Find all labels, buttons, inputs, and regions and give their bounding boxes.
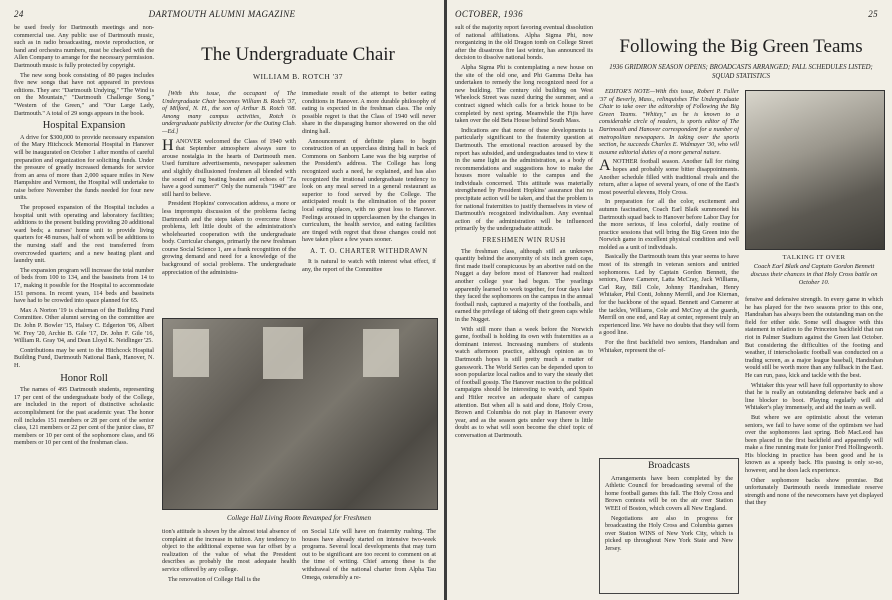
section-heading-honor-roll: Honor Roll: [60, 372, 108, 384]
running-head: DARTMOUTH ALUMNI MAGAZINE: [148, 9, 296, 19]
page-number: 25: [868, 9, 878, 19]
paragraph: immediate result of the attempt to better eating conditions in Hanover. A more durable philosophy of eating is expected in the freshman class. The only possible regret is that the Class of 1940 will never share in the disparaging humor showered on the old dining hall.: [302, 90, 436, 135]
paragraph: The names of 495 Dartmouth students, representing 17 per cent of the undergraduate body of the College, are included in the report of distinctive scholastic accomplishment for the past academic year. The honor roll includes 151 members or 28 per cent of the senior class, 121 members or 22 per cent of the junior class, 87 members or 10 per cent of the sophomore class, and 66 members or 10 per cent of the freshman class.: [14, 386, 154, 447]
page-number: 24: [14, 9, 24, 19]
college-hall-photo: [162, 318, 438, 510]
paragraph: President Hopkins' convocation address, a more or less impromptu discussion of the problems facing Dartmouth and the steps taken to overcome those problems, left little doubt of the administration's wholehearted cooperation with the undergraduate body. Curricular changes, primarily the new freshman course Social Science 1, are a frank recognition of the growing demand and need for a knowledge of the background of social problems. The undergraduate appreciation of the administra-: [162, 200, 296, 276]
paragraph: Basically the Dartmouth team this year seems to have most of its strength in veteran seniors and untried sophomores. Led by Captain Gordon Bennett, the seniors, Dave Camerer, Latta McCray, Jack Williams, Carl Ray, Bill Cole, Johnny Handrahan, Henry Whitaker, Phil Conti, Johnny Merrill, and Joe Kiernan, for the backbone of the squad. Bennett and Camerer at the tackles, Williams, Cole and McCray at the guards, Merrill on one end, and Ray at center, represent truly an experienced line. We have no doubts that they will form a good line.: [599, 253, 739, 337]
photo-caption-title: TALKING IT OVER: [782, 254, 846, 261]
paragraph: With still more than a week before the Norwich game, football is holding its own with fraternities as a dominant interest. Increasing numbers of students watch afternoon practice, although opinion as to Dartmouth hopes is still pretty much a matter of guesswork. The World Series can be depended upon to soon popularize local radios and to vary the steady diet of football gossip. The Hanover reaction to the political campaigns should be interesting to watch, and Spain and Hitler receive an adequate share of campus attention. But when all is said and done, Holy Cross, Brown and Columbia do not play in Hanover every year, and as the season gets under way there is little doubt as to what will soon become the chief topic of conversation at Dartmouth.: [455, 325, 593, 439]
paragraph: For the first backfield two seniors, Handrahan and Whitaker, represent the of-: [599, 339, 739, 354]
paragraph: The renovation of College Hall is the: [168, 575, 261, 583]
paragraph: Max A Norton '19 is chairman of the Building Fund Committee. Other alumni serving on the committee are Dr. John P. Bowler '15, Halsey C. Edgerton '06, Albert W. Frey '20, Archie B. Gile '17, Dr. John F. Gile '16, William R. Gray '04, and Dean Lloyd K. Neidlinger '25.: [14, 306, 154, 345]
article-column-1: [599, 88, 739, 450]
paragraph: on Social Life will have on fraternity rushing. The houses have already started on intensive two-week programs. Several local developments that may turn out to be significant are too recent to comment on at the time of writing. Chief among these is the withdrawal of the national charter from Alpha Tau Omega, ostensibly a re-: [302, 528, 436, 581]
broadcasts-heading: Broadcasts: [648, 461, 690, 471]
article-column-2: [745, 296, 883, 594]
paragraph: Indications are that none of these developments is particularly significant to the fraternity question at Dartmouth. The emotional reaction aroused by the report has subsided, and undergraduates tend to view it in the same light as the administration, as a body of recommendations and suggestions how to make the houses more valuable to the campus and the individuals concerned. This attitude was materially strengthened by President Hopkins' assurance that no precipitate action will be taken, and that the problem is for national fraternities to justify themselves in view of Dartmouth's recognized individualism. Any eventual action of the administration will be influenced primarily by the undergraduate attitude.: [455, 126, 593, 233]
paragraph: The proposed expansion of the Hospital includes a hospital unit with operating and laboratory facilities; additions to the present building providing 20 additional ward beds; a nurses' home unit to provide living quarters for 48 nurses, half of whom will be additions to the nursing staff and the rest transferred from overcrowded quarters; and a new heating plant and laundry unit.: [14, 204, 154, 265]
paragraph: ANOVER welcomed the Class of 1940 with that September atmosphere always sure to arouse nostalgia in the hearts of Dartmouth men. Used furniture advertisements, newspaper salesmen and slightly disillusioned freshmen all blended with the sound of rug beating beaten and echoes of "J'a have a good summer?" Only the numerals "1940" are still hard to believe.: [162, 137, 296, 198]
article-column-bottom-1: [162, 528, 296, 594]
paragraph: be used freely for Dartmouth meetings and non-commercial use. Any public use of Dartmouth music, such as in radio broadcasting, movie reproduction, or band and orchestra numbers, must be checked with the Allen Company to arrange for the necessary permission. Dartmouth music is fully protected by copyright.: [14, 24, 154, 69]
paragraph: It is natural to watch with interest what effect, if any, the report of the Committee: [302, 258, 436, 274]
left-page: [0, 0, 444, 600]
drop-cap: A: [599, 157, 611, 175]
paragraph: But where we are optimistic about the veteran seniors, we fail to have some of the optimism we had over the sophomores last spring. Bob MacLeod has been placed in the first backfield and apparently will make a fine running mate for junior Fred Hollingworth. His blocking in practice has been good and he is known as a speedy back. His passing is only so-so, however, and he does lack experience.: [745, 413, 883, 475]
left-column-1: [14, 24, 154, 590]
paragraph: NOTHER football season. Another fall for rising hopes and probably some bitter disappointments. Another schedule filled with traditional rivals and the return, after a lapse of several years, of one of the East's most powerful elevens, Holy Cross.: [599, 158, 739, 196]
running-head: OCTOBER, 1936: [455, 9, 524, 19]
article-column-bottom-2: [302, 528, 436, 594]
paragraph: Contributions may be sent to the Hitchcock Hospital Building Fund, Dartmouth National Bank, Hanover, N. H.: [14, 346, 154, 369]
right-page: [447, 0, 892, 600]
paragraph: tion's attitude is shown by the almost total absence of complaint at the increase in tuition. Any tendency to object to the additional expense was far offset by a realization of the value of what the President describes as probably the most adequate health service offered by any college.: [162, 528, 296, 573]
paragraph: Arrangements have been completed by the Athletic Council for broadcasting several of the home football games this fall. The Holy Cross and Brown contests will be on the air over Station WEEI of Boston, which covers all New England.: [605, 474, 733, 512]
paragraph: Announcement of definite plans to begin construction of an upperclass dining hall in back of Commons on Sanborn Lane was the big surprise of the President's address. The College has long recognized such a need, he explained, and has also recognized the irrational undergraduate tendency to look on any meal served in a general restaurant as superior to food served by the College. The anticipated result is the elimination of the poorer local eating places, with no great loss to Hanover. Feelings aroused in upperclassmen by the changes in curriculum, the health service, and eating facilities are tinged with regret that those changes could not have taken place a few years sooner.: [302, 137, 436, 244]
paragraph: The new song book consisting of 80 pages includes five new songs that have not appeared in previous editions. They are: "Dartmouth Undying," "The Wind is on the Mountain," "Dartmouth Challenge Song," "Western of the Green," and "Our Large Lady, Dartmouth." A total of 29 songs appears in the book.: [14, 71, 154, 117]
paragraph: Other sophomore backs show promise. But unfortunately Dartmouth needs immediate reserve strength and none of the newcomers have yet displayed that they: [745, 476, 883, 507]
editor-note: [With this issue, the occupant of The Undergraduate Chair becomes William B. Rotch '37, of Milford, N. H., the son of Arthur B. Rotch '08. Among many campus activities, Rotch is undergraduate publicity director for the Outing Club.—Ed.]: [162, 90, 296, 135]
subheading: A. T. O. CHARTER WITHDRAWN: [310, 246, 428, 255]
paragraph: Negotiations are also in progress for broadcasting the Holy Cross and Columbia games over Station WINS of New York City, which is picked up throughout New York State and New Jersey.: [605, 514, 733, 552]
coach-captain-photo: [745, 90, 885, 250]
photo-caption: College Hall Living Room Revamped for Freshmen: [227, 514, 371, 522]
article-title: Following the Big Green Teams: [619, 36, 863, 57]
article-column-1: [162, 90, 296, 312]
paragraph: A drive for $300,000 to provide necessary expansion of the Mary Hitchcock Memorial Hospital in Hanover will be inaugurated on October 1 after months of careful preparation and organization for soliciting funds. Under the pressure of greatly increased demands for service from an area of more than 2,000 square miles in New Hampshire and Vermont, the Hospital will undertake to raise before November the funds needed for four new units.: [14, 133, 154, 202]
article-column-2: [302, 90, 436, 312]
paragraph: The freshman class, although still an unknown quantity behind the anonymity of six inch green caps, first made itself conspicuous by an abortive raid on the Nugget a day before most of Hanover had realized another college year had begun. The yearlings apparently learned to work together, for four days later they faced the sophomores on the campus in the annual football rush, captured a majority of the footballs, and earned the privilege of taking off their green caps while in the Nugget.: [455, 247, 593, 323]
broadcasts-box: [599, 458, 739, 594]
subheading: FRESHMEN WIN RUSH: [482, 236, 566, 245]
paragraph: The expansion program will increase the total number of beds from 100 to 134, and the bassinets from 14 to 17, making it possible for the Hospital to accommodate 151 persons. In recent years, 114 beds and bassinets have had to be crowded into space planned for 65.: [14, 266, 154, 305]
article-title: The Undergraduate Chair: [201, 44, 395, 65]
paragraph: Whitaker this year will have full opportunity to show that he is really an outstanding defensive back and a line blocker to boot. Playing regularly will aid Whitaker's play immensely, and aid the team as well.: [745, 381, 883, 412]
paragraph: In preparation for all the color, excitement and autumn fascination, Coach Earl Blaik summoned his Dartmouth squad back to Hanover before Labor Day for the more serious, if less colorful, daily routine of practice sessions that will bring the Big Green into the Norwich game in excellent physical condition and well molded as a unit of individuals.: [599, 198, 739, 251]
right-column-1: [455, 24, 593, 594]
article-deck: 1936 GRIDIRON SEASON OPENS; BROADCASTS ARRANGED; FALL SCHEDULES LISTED; SQUAD STATISTICS: [609, 64, 873, 80]
paragraph: Alpha Sigma Phi is contemplating a new house on the site of the old one, and Phi Gamma Delta has undertaken to remedy the long recognized need for a new building. The century old building on West Wheelock Street was razed during the summer, and a contract signed which calls for a brick house to be completed by next spring. Meanwhile the Fijis have taken over the old Beta House behind South Mass.: [455, 63, 593, 125]
paragraph: fensive and defensive strength. In every game in which he has played for the two seasons prior to this one, Handrahan has always been the outstanding man on the field for either side. Some will disagree with this statement in relation to the Princeton backfield that ran riot in Palmer Stadium against the Green last October. But considering the difficulties of the footing and weather, if interscholastic football was conducted on a trading screen, as a major league baseball, Handrahan would still be worth more than any fullback in the East. He can run, pass, kick and tackle with the best.: [745, 296, 883, 379]
section-heading-hospital: Hospital Expansion: [42, 120, 126, 132]
drop-cap: H: [162, 136, 174, 154]
article-byline: WILLIAM B. ROTCH '37: [252, 72, 344, 81]
editor-note: EDITOR'S NOTE—With this issue, Robert P. Fuller '37 of Beverly, Mass., relinquishes The Undergraduate Chair to take over the editorship of Following the Big Green Teams. "Whitey," as he is known to a considerable circle of readers, is sports editor of The Dartmouth and Hanover correspondent for a number of metropolitan newspapers. In taking over the sports section, he succeeds Charles E. Widmayer '30, who will assume editorial duties of a more general nature.: [599, 88, 739, 156]
photo-caption: Coach Earl Blaik and Captain Gordon Bennett discuss their chances in that Holy Cross battle on October 10.: [750, 263, 878, 286]
paragraph: sult of the majority report favoring eventual dissolution of national affiliations. Alpha Sigma Phi, now reorganizing in the old Dragon tomb on College Street after the disastrous fire last winter, has announced its decision to dissolve national bonds.: [455, 24, 593, 62]
